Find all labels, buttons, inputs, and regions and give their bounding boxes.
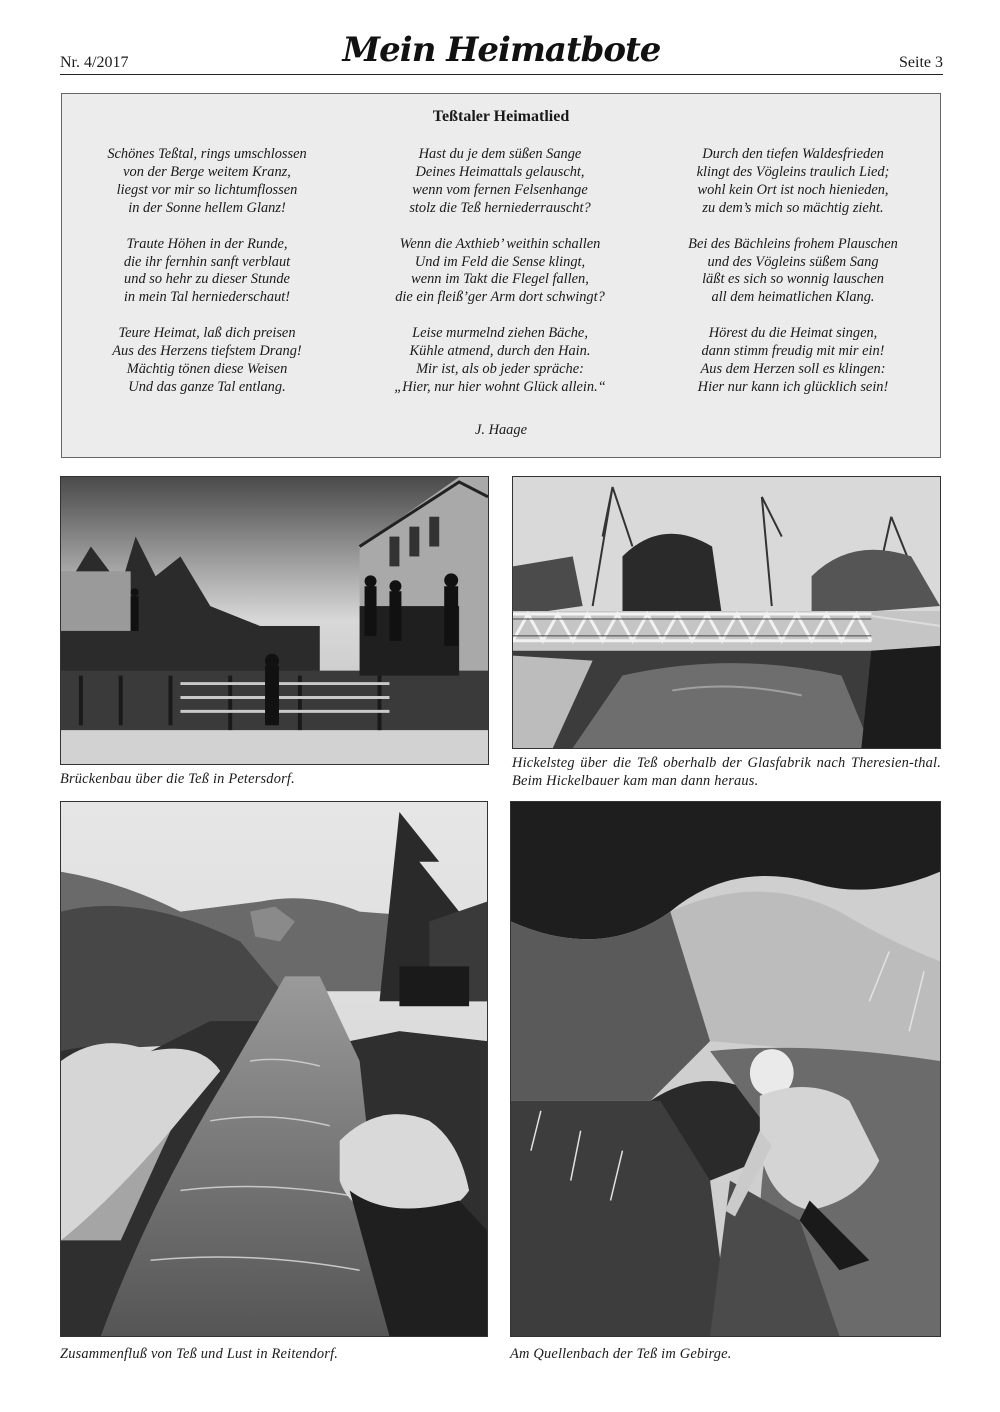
poem-stanza xyxy=(62,146,352,218)
header-rule xyxy=(60,74,943,75)
poem-line: Schönes Teßtal, rings umschlossen xyxy=(107,146,307,162)
poem-line: in mein Tal herniederschaut! xyxy=(123,289,291,306)
poem-line: Durch den tiefen Waldesfrieden xyxy=(702,146,884,162)
poem-line: dann stimm freudig mit mir ein! xyxy=(701,343,885,360)
poem-line: Mir ist, als ob jeder spräche: xyxy=(416,361,584,378)
photo-spring-brook-image xyxy=(511,802,940,1336)
poem-line: wenn im Takt die Flegel fallen, xyxy=(411,271,589,288)
masthead-logo: Mein Heimatbote xyxy=(342,30,661,70)
caption-bridge-construction: Brückenbau über die Teß in Petersdorf. xyxy=(60,771,295,787)
poem-line: Traute Höhen in der Runde, xyxy=(126,235,288,252)
poem-stanza xyxy=(355,325,645,397)
poem-line: läßt es sich so wonnig lauschen xyxy=(702,271,884,288)
poem-line: Hörest du die Heimat singen, xyxy=(708,325,878,342)
poem-line: stolz die Teß herniederrauscht? xyxy=(409,199,591,216)
poem-line: wenn vom fernen Felsenhange xyxy=(412,181,588,198)
poem-line: und des Vögleins süßem Sang xyxy=(707,253,879,270)
poem-line: Und im Feld die Sense klingt, xyxy=(414,253,586,270)
poem-box xyxy=(61,93,941,458)
photo-river-confluence xyxy=(60,801,488,1337)
poem-line: Kühle atmend, durch den Hain. xyxy=(409,343,591,360)
poem-line: wohl kein Ort ist noch hienieden, xyxy=(697,181,889,198)
poem-line: Aus dem Herzen soll es klingen: xyxy=(700,361,886,378)
poem-column-2 xyxy=(355,146,645,415)
poem-stanza xyxy=(648,236,938,308)
poem-line: Teure Heimat, laß dich preisen xyxy=(118,325,296,342)
poem-line: „Hier, nur hier wohnt Glück allein.“ xyxy=(394,378,606,395)
photo-footbridge xyxy=(512,476,941,749)
poem-line: all dem heimatlichen Klang. xyxy=(711,289,875,306)
poem-line: Bei des Bächleins frohem Plauschen xyxy=(688,235,898,252)
poem-line: Deines Heimattals gelauscht, xyxy=(415,163,585,180)
page-number: Seite 3 xyxy=(899,54,943,71)
poem-line: Hast du je dem süßen Sange xyxy=(418,146,582,162)
poem-line: Und das ganze Tal entlang. xyxy=(128,378,286,395)
photo-footbridge-image xyxy=(513,477,940,748)
poem-line: Mächtig tönen diese Weisen xyxy=(126,361,288,378)
photo-river-confluence-image xyxy=(61,802,487,1336)
caption-river-confluence: Zusammenfluß von Teß und Lust in Reitendorf. xyxy=(60,1346,339,1362)
poem-line: die ein fleiß’ger Arm dort schwingt? xyxy=(395,289,605,306)
poem-stanza xyxy=(62,325,352,397)
poem-line: in der Sonne hellem Glanz! xyxy=(128,199,286,216)
photo-bridge-construction-image xyxy=(61,477,488,764)
photo-spring-brook xyxy=(510,801,941,1337)
poem-line: und so hehr zu dieser Stunde xyxy=(124,271,290,288)
caption-spring-brook: Am Quellenbach der Teß im Gebirge. xyxy=(510,1346,732,1362)
poem-column-3 xyxy=(648,146,938,415)
poem-stanza xyxy=(648,146,938,218)
poem-line: Leise murmelnd ziehen Bäche, xyxy=(412,325,588,342)
issue-number: Nr. 4/2017 xyxy=(60,54,129,71)
poem-stanza xyxy=(355,236,645,308)
poem-line: Wenn die Axthieb’ weithin schallen xyxy=(399,235,601,252)
poem-line: liegst vor mir so lichtumflossen xyxy=(116,181,298,198)
poem-stanza xyxy=(648,325,938,397)
poem-line: zu dem’s mich so mächtig zieht. xyxy=(702,199,884,216)
poem-stanza xyxy=(62,236,352,308)
poem-line: die ihr fernhin sanft verblaut xyxy=(123,253,291,270)
poem-stanza xyxy=(355,146,645,218)
poem-author: J. Haage xyxy=(475,422,527,438)
poem-line: Aus des Herzens tiefstem Drang! xyxy=(112,343,302,360)
poem-line: Hier nur kann ich glücklich sein! xyxy=(697,378,889,395)
photo-bridge-construction xyxy=(60,476,489,765)
poem-line: klingt des Vögleins traulich Lied; xyxy=(696,163,890,180)
page-header xyxy=(60,28,943,76)
poem-title: Teßtaler Heimatlied xyxy=(432,108,570,125)
caption-footbridge: Hickelsteg über die Teß oberhalb der Glasfabrik nach Theresien-thal. Beim Hickelbauer kam man dann heraus. xyxy=(512,755,941,789)
poem-column-1 xyxy=(62,146,352,415)
poem-line: von der Berge weitem Kranz, xyxy=(123,163,291,180)
